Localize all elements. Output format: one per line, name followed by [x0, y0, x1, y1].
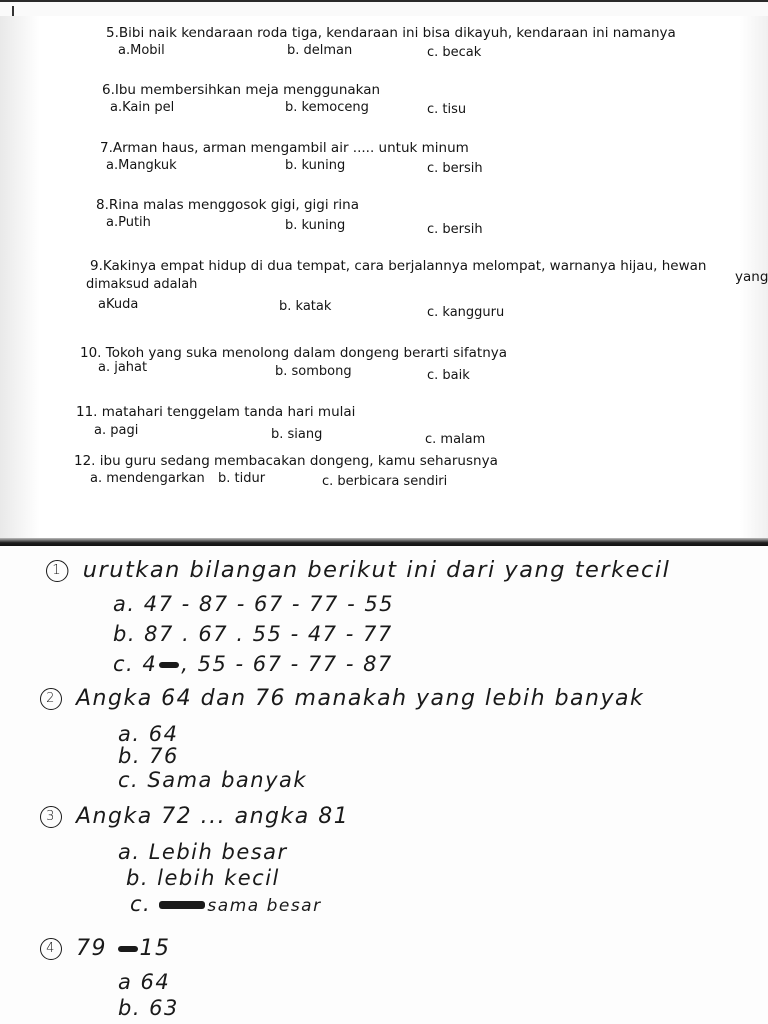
hw-question-1-option-c-prefix: c. 4: [113, 652, 158, 676]
question-12-option-a: a. mendengarkan: [90, 471, 205, 486]
question-9-text-line2: dimaksud adalah: [86, 277, 198, 292]
question-number-3-circle: 3: [40, 806, 62, 828]
question-9-option-b: b. katak: [279, 299, 332, 314]
question-8-text: 8.Rina malas menggosok gigi, gigi rina: [96, 197, 359, 213]
hw-question-3: [40, 804, 349, 829]
crossed-out-mark: [118, 946, 138, 952]
question-6-text: 6.Ibu membersihkan meja menggunakan: [102, 82, 381, 98]
edge-tick: [12, 6, 14, 16]
hw-question-4-option-a: a 64: [118, 970, 171, 994]
question-5-option-b: b. delman: [287, 43, 353, 58]
hw-question-3-option-c-prefix: c.: [130, 892, 152, 916]
question-8-option-a: a.Putih: [106, 215, 151, 230]
hw-question-1-option-b: b. 87 . 67 . 55 - 47 - 77: [113, 622, 393, 646]
hw-question-3-option-b: b. lebih kecil: [126, 866, 280, 890]
question-5-text: 5.Bibi naik kendaraan roda tiga, kendaraan ini bisa dikayuh, kendaraan ini namanya: [106, 25, 676, 41]
question-10-option-c: c. baik: [427, 368, 470, 383]
question-12-option-b: b. tidur: [218, 471, 266, 486]
question-6-option-b: b. kemoceng: [285, 100, 369, 115]
question-10-option-a: a. jahat: [98, 360, 148, 375]
question-12-text: 12. ibu guru sedang membacakan dongeng, kamu seharusnya: [74, 453, 498, 469]
question-10-option-b: b. sombong: [275, 364, 352, 379]
hw-question-4: [40, 936, 171, 961]
question-11-option-b: b. siang: [271, 427, 323, 442]
hw-question-2-option-a: a. 64: [118, 722, 179, 746]
hw-question-3-text: Angka 72 ... angka 81: [76, 804, 350, 829]
question-7-option-c: c. bersih: [427, 161, 483, 176]
question-7-option-b: b. kuning: [285, 158, 346, 173]
question-11-option-c: c. malam: [425, 432, 486, 447]
question-number-1-circle: 1: [46, 560, 68, 582]
crossed-out-mark: [159, 901, 205, 909]
question-5-option-c: c. becak: [427, 45, 482, 60]
hw-question-1-option-a: a. 47 - 87 - 67 - 77 - 55: [113, 592, 395, 616]
question-6-option-c: c. tisu: [427, 102, 467, 117]
question-12-option-c: c. berbicara sendiri: [322, 474, 448, 489]
question-11-option-a: a. pagi: [94, 423, 139, 438]
hw-question-3-option-c: [130, 892, 322, 916]
page-divider: [0, 538, 768, 546]
question-11-text: 11. matahari tenggelam tanda hari mulai: [76, 404, 356, 420]
handwritten-worksheet: [0, 546, 768, 1024]
hw-question-3-option-a: a. Lebih besar: [118, 840, 288, 864]
hw-question-2-text: Angka 64 dan 76 manakah yang lebih banyak: [76, 686, 645, 711]
question-8-option-b: b. kuning: [285, 218, 346, 233]
question-9-option-c: c. kangguru: [427, 305, 505, 320]
question-9-text: 9.Kakinya empat hidup di dua tempat, cara berjalannya melompat, warnanya hijau, hewan: [90, 258, 707, 274]
hw-question-1: [46, 558, 670, 583]
question-7-text: 7.Arman haus, arman mengambil air ..... untuk minum: [100, 140, 469, 156]
top-edge-bar: [0, 0, 768, 16]
hw-question-3-option-c-text: sama besar: [207, 896, 322, 916]
crossed-out-mark: [159, 662, 179, 668]
hw-question-2-option-b: b. 76: [118, 744, 179, 768]
hw-question-4-left: 79: [76, 936, 107, 961]
hw-question-2-option-c: c. Sama banyak: [118, 768, 308, 792]
hw-question-1-text: urutkan bilangan berikut ini dari yang terkecil: [82, 558, 671, 583]
hw-question-2: [40, 686, 644, 711]
question-number-2-circle: 2: [40, 688, 62, 710]
hw-question-1-option-c-rest: , 55 - 67 - 77 - 87: [181, 652, 393, 676]
hw-question-4-option-b: b. 63: [118, 996, 179, 1020]
hw-question-1-option-c: [113, 652, 393, 676]
question-number-4-circle: 4: [40, 938, 62, 960]
printed-worksheet: [0, 16, 768, 538]
question-10-text: 10. Tokoh yang suka menolong dalam dongeng berarti sifatnya: [80, 345, 508, 361]
hw-question-4-right: 15: [139, 936, 171, 961]
question-6-option-a: a.Kain pel: [110, 100, 175, 115]
question-9-option-a: aKuda: [98, 297, 139, 312]
question-7-option-a: a.Mangkuk: [106, 158, 177, 173]
question-9-text-end: yang: [735, 269, 768, 285]
question-5-option-a: a.Mobil: [118, 43, 165, 58]
question-8-option-c: c. bersih: [427, 222, 483, 237]
